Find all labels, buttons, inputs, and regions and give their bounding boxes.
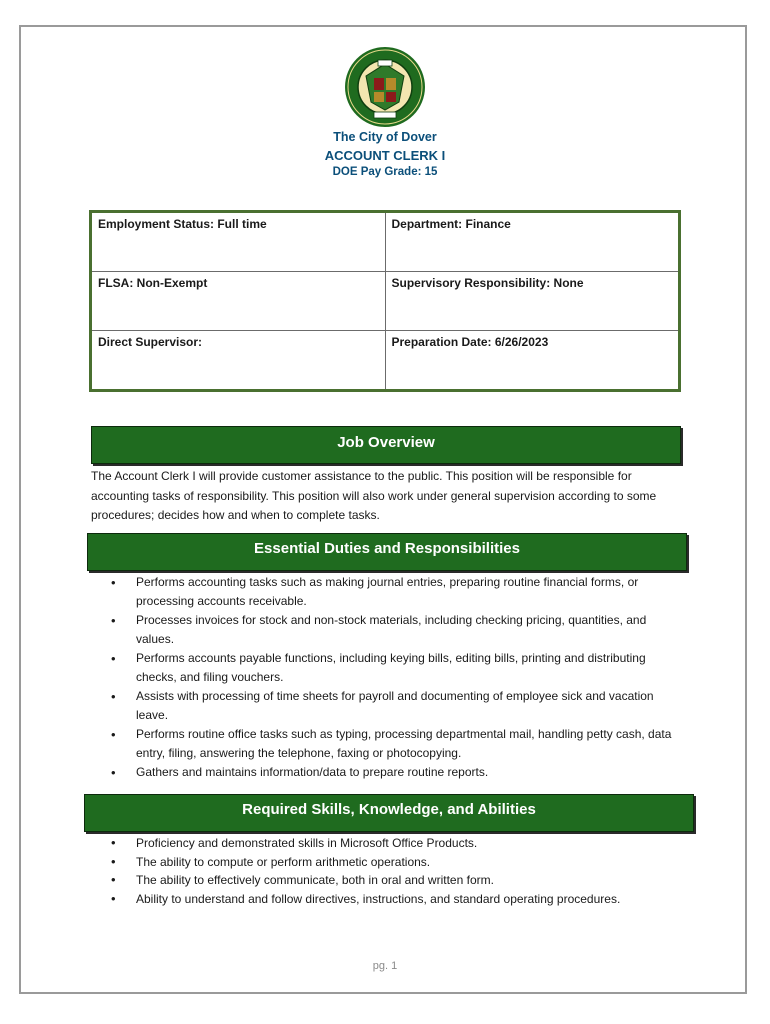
list-item: • Processes invoices for stock and non-stock materials, including checking pricing, quantities, and values. [111, 611, 681, 649]
list-item: • The ability to compute or perform arithmetic operations. [111, 853, 681, 872]
list-item: • Ability to understand and follow directives, instructions, and standard operating procedures. [111, 890, 681, 909]
page-number: pg. 1 [372, 960, 398, 972]
job-overview-heading: Job Overview [91, 426, 681, 464]
city-seal-logo [344, 46, 426, 128]
department: Department: Finance [385, 212, 680, 272]
list-item: • The ability to effectively communicate, both in oral and written form. [111, 871, 681, 890]
city-name: The City of Dover [333, 130, 437, 144]
list-item: • Performs accounts payable functions, including keying bills, editing bills, printing and distributing checks, and filing vouchers. [111, 649, 681, 687]
list-item: • Assists with processing of time sheets for payroll and documenting of employee sick and vacation leave. [111, 687, 681, 725]
list-item: • Performs accounting tasks such as making journal entries, preparing routine financial forms, or processing accounts receivable. [111, 573, 681, 611]
supervisory-responsibility: Supervisory Responsibility: None [385, 272, 680, 331]
skills-heading: Required Skills, Knowledge, and Abilities [84, 794, 694, 832]
list-item: • Performs routine office tasks such as typing, processing departmental mail, handling petty cash, data entry, filing, answering the telephone, faxing or photocopying. [111, 725, 681, 763]
duties-list [111, 573, 681, 782]
duties-heading: Essential Duties and Responsibilities [87, 533, 687, 571]
pay-grade: DOE Pay Grade: 15 [332, 166, 438, 178]
list-item: • Proficiency and demonstrated skills in Microsoft Office Products. [111, 834, 681, 853]
flsa-status: FLSA: Non-Exempt [91, 272, 386, 331]
direct-supervisor: Direct Supervisor: [91, 331, 386, 391]
skills-list [111, 834, 681, 908]
list-item: • Gathers and maintains information/data to prepare routine reports. [111, 763, 681, 782]
job-overview-text: The Account Clerk I will provide customer assistance to the public. This position will be responsible for accounting tasks of responsibility. This position will also work under general supervision according to some procedures; decides how and when to complete tasks. [91, 469, 657, 522]
job-title: ACCOUNT CLERK I [324, 148, 446, 163]
job-info-table [89, 210, 681, 392]
employment-status: Employment Status: Full time [91, 212, 386, 272]
preparation-date: Preparation Date: 6/26/2023 [385, 331, 680, 391]
